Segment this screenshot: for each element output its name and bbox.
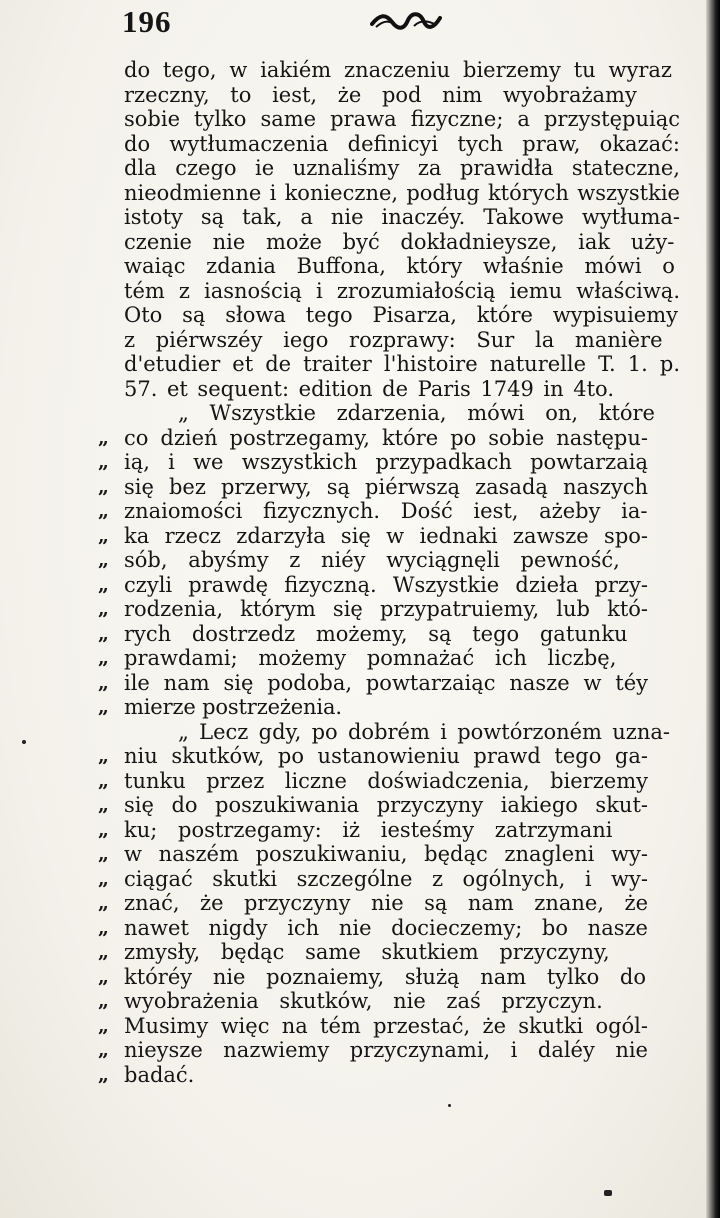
quote-mark: „ (98, 451, 109, 473)
quote-mark: „ (98, 500, 109, 522)
quote-mark: „ (98, 598, 109, 620)
quote-mark: „ (98, 867, 109, 890)
text-line (98, 915, 680, 941)
text-line (98, 1038, 680, 1063)
quote-mark: „ (98, 818, 109, 841)
line-text: rych dostrzedz możemy, są tego gatunku (124, 621, 628, 646)
quote-mark: „ (98, 573, 109, 596)
line-text: się do poszukiwania przyczyny iakiego skut- (124, 793, 648, 817)
ornament-swash-icon (370, 10, 442, 32)
text-line (98, 572, 680, 598)
quote-mark: „ (98, 843, 109, 865)
quote-mark: „ (98, 941, 109, 963)
line-text: istoty są tak, a nie inaczéy. Takowe wytłuma- (124, 205, 680, 229)
text-line (98, 964, 680, 990)
text-line (98, 1013, 680, 1039)
print-speck (604, 1190, 612, 1196)
quote-mark: „ (98, 892, 109, 914)
text-line (124, 181, 680, 206)
text-line (98, 940, 680, 965)
line-text: ciągać skutki szczególne z ogólnych, i wy- (124, 866, 648, 891)
line-text: zmysły, będąc same skutkiem przyczyny, (124, 940, 610, 964)
line-text: się bez przerwy, są piérwszą zasadą naszych (124, 474, 648, 499)
line-text: wyobrażenia skutków, nie zaś przyczyn. (124, 989, 603, 1013)
quote-mark: „ (98, 671, 109, 694)
text-line (98, 621, 680, 647)
line-text: Oto są słowa tego Pisarza, które wypisuiemy (124, 303, 678, 327)
text-line (124, 401, 680, 426)
line-text: co dzień postrzegamy, które po sobie następu- (124, 425, 648, 450)
text-line (98, 842, 680, 867)
quote-mark: „ (98, 1014, 109, 1037)
line-text: do tego, w iakiém znaczeniu bierzemy tu wyraz (124, 58, 672, 82)
quote-mark: „ (98, 1063, 109, 1086)
line-text: któréy nie poznaiemy, służą nam tylko do (124, 964, 646, 989)
quote-mark: „ (98, 622, 109, 645)
line-text: badać. (124, 1062, 195, 1087)
page-body-text (98, 58, 680, 1087)
text-line (124, 205, 680, 230)
text-line (98, 548, 680, 573)
print-speck (22, 740, 26, 744)
page-number: 196 (122, 4, 172, 39)
line-text: nieodmienne i konieczne, podług których wszystkie (124, 180, 680, 205)
line-text: sób, abyśmy z niéy wyciągnęli pewność, (124, 548, 620, 572)
text-line (98, 768, 680, 794)
line-text: rodzenia, którym się przypatruiemy, lub któ- (124, 597, 648, 621)
quote-mark: „ (98, 965, 109, 988)
text-line (124, 279, 680, 304)
quote-mark: „ (98, 745, 109, 767)
line-text: Musimy więc na tém przestać, że skutki ogól- (124, 1013, 648, 1038)
text-line (124, 303, 680, 328)
text-line (98, 744, 680, 769)
page-header (122, 4, 682, 38)
quote-mark: „ (98, 916, 109, 939)
text-line (98, 474, 680, 500)
quote-mark: „ (98, 696, 109, 718)
text-line (98, 989, 680, 1014)
text-line (124, 254, 680, 279)
text-line (98, 523, 680, 549)
text-line (124, 377, 680, 402)
quote-mark: „ (98, 1039, 109, 1061)
quote-mark: „ (98, 647, 109, 669)
text-line (124, 132, 680, 157)
text-line (98, 646, 680, 671)
line-text: ka rzecz zdarzyła się w iednaki zawsze spo- (124, 523, 648, 548)
line-text: tém z iasnością i zrozumiałością iemu właściwą. (124, 278, 680, 303)
text-line (98, 450, 680, 475)
line-text: tunku przez liczne doświadczenia, bierzemy (124, 768, 648, 793)
line-text: „ Wszystkie zdarzenia, mówi on, które (178, 401, 655, 425)
text-line (98, 695, 680, 720)
text-line (124, 328, 680, 353)
line-text: sobie tylko same prawa fizyczne; a przystępuiąc (124, 107, 680, 131)
line-text: z piérwszéy iego rozprawy: Sur la manière (124, 327, 663, 352)
text-line (98, 499, 680, 524)
print-speck (448, 1104, 451, 1107)
line-text: „ Lecz gdy, po dobrém i powtórzoném uzna- (178, 719, 670, 744)
text-line (124, 107, 680, 132)
text-line (124, 156, 680, 181)
text-line (98, 891, 680, 916)
text-line (98, 793, 680, 818)
line-text: prawdami; możemy pomnażać ich liczbę, (124, 646, 617, 670)
quote-mark: „ (98, 769, 109, 792)
quote-mark: „ (98, 524, 109, 547)
line-text: znać, że przyczyny nie są nam znane, że (124, 891, 648, 915)
quote-mark: „ (98, 549, 109, 571)
line-text: czenie nie może być dokładnieysze, iak uży- (124, 229, 675, 254)
line-text: niu skutków, po ustanowieniu prawd tego ga- (124, 744, 648, 768)
line-text: rzeczny, to iest, że pod nim wyobrażamy (124, 82, 637, 107)
line-text: mierze postrzeżenia. (124, 695, 342, 719)
text-line (124, 230, 680, 255)
line-text: znaiomości fizycznych. Dość iest, ażeby ia- (124, 499, 648, 523)
line-text: ku; postrzegamy: iż iesteśmy zatrzymani (124, 817, 613, 842)
line-text: dla czego ie uznaliśmy za prawidła stateczne, (124, 156, 680, 180)
quote-mark: „ (98, 426, 109, 449)
text-line (98, 1062, 680, 1088)
line-text: nawet nigdy ich nie docieczemy; bo nasze (124, 915, 648, 940)
text-line (98, 817, 680, 843)
quote-mark: „ (98, 794, 109, 816)
line-text: w naszém poszukiwaniu, będąc znagleni wy- (124, 842, 648, 866)
text-line (98, 866, 680, 892)
line-text: ią, i we wszystkich przypadkach powtarzaią (124, 450, 648, 474)
text-line (124, 352, 680, 377)
text-line (98, 597, 680, 622)
line-text: czyli prawdę fizyczną. Wszystkie dzieła przy- (124, 572, 648, 597)
line-text: 57. et sequent: edition de Paris 1749 in 4to. (124, 376, 614, 401)
text-line (124, 58, 680, 83)
text-line (98, 670, 680, 696)
line-text: waiąc zdania Buffona, który właśnie mówi o (124, 254, 675, 278)
text-line (98, 425, 680, 451)
line-text: d'etudier et de traiter l'histoire naturelle T. 1. p. (124, 352, 680, 376)
book-spine-edge (706, 0, 720, 1218)
line-text: nieysze nazwiemy przyczynami, i daléy nie (124, 1038, 648, 1062)
quote-mark: „ (98, 990, 109, 1012)
quote-mark: „ (98, 475, 109, 498)
line-text: do wytłumaczenia definicyi tych praw, okazać: (124, 131, 680, 156)
line-text: ile nam się podoba, powtarzaiąc nasze w téy (124, 670, 648, 695)
text-line (124, 720, 680, 745)
text-line (124, 83, 680, 108)
